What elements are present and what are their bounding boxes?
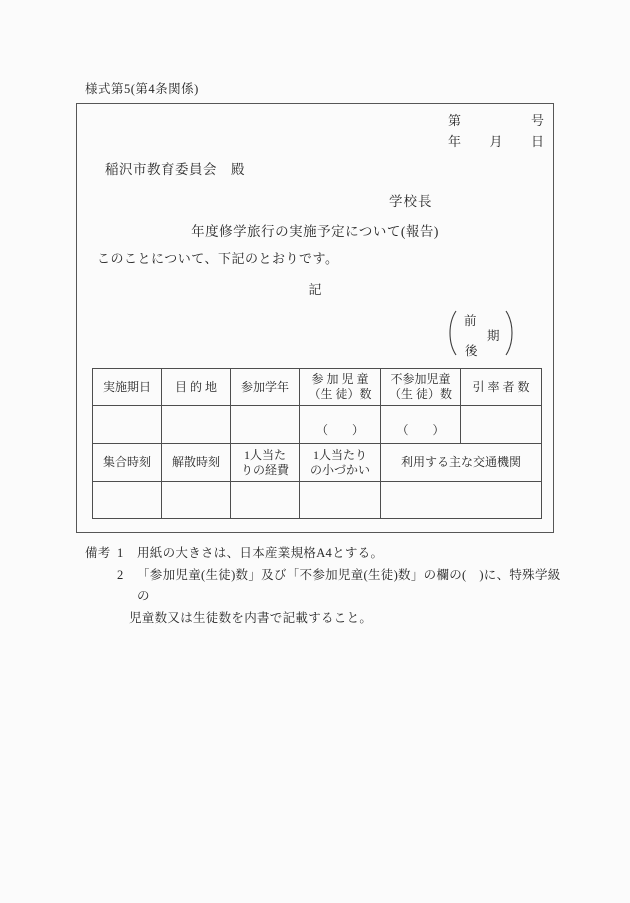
header-chaperones-count: 引 率 者 数	[461, 369, 542, 406]
cell-participants-paren: （ ）	[300, 406, 381, 444]
semester-first-label: 前	[464, 314, 477, 328]
cell-meeting-time	[93, 482, 162, 519]
table-entry-row-2	[93, 482, 542, 519]
table-header-row-1	[93, 369, 542, 406]
semester-second-label: 後	[465, 344, 478, 358]
table-entry-row-1	[93, 406, 542, 444]
semester-selector	[443, 309, 519, 357]
header-transportation: 利用する主な交通機関	[381, 444, 542, 482]
header-cost-per-person: 1人当た りの経費	[231, 444, 300, 482]
note-number: 2	[117, 567, 124, 582]
note-number: 1	[117, 546, 124, 560]
cell-non-participants-paren: （ ）	[381, 406, 461, 444]
header-participants-count: 参 加 児 童 （生 徒）数	[300, 369, 381, 406]
header-implementation-date: 実施期日	[93, 369, 162, 406]
note-item	[85, 543, 565, 565]
addressee: 稲沢市教育委員会 殿	[105, 162, 245, 177]
doc-number-line	[448, 110, 544, 129]
document-title: 年度修学旅行の実施予定について(報告)	[191, 224, 439, 239]
form-border-box	[76, 103, 554, 533]
date-line	[448, 131, 544, 150]
cell-chaperones-count	[461, 406, 542, 444]
notes-section	[85, 543, 565, 629]
doc-number-suffix: 号	[530, 113, 544, 128]
semester-period-label: 期	[487, 329, 500, 343]
header-participating-grade: 参加学年	[231, 369, 300, 406]
cell-cost-per-person	[231, 482, 300, 519]
date-day-label: 日	[530, 134, 544, 149]
cell-implementation-date	[93, 406, 162, 444]
header-meeting-time: 集合時刻	[93, 444, 162, 482]
cell-destination	[162, 406, 231, 444]
header-dismissal-time: 解散時刻	[162, 444, 231, 482]
semester-bracket-parens	[443, 309, 519, 357]
header-destination: 目 的 地	[162, 369, 231, 406]
table-header-row-2	[93, 444, 542, 482]
note-text: 「参加児童(生徒)数」及び「不参加児童(生徒)数」の欄の( )に、特殊学級の 児童数又は生徒数を内書で記載すること。	[129, 567, 561, 625]
body-text: このことについて、下記のとおりです。	[97, 251, 339, 266]
header-non-participants-count: 不参加児童 （生 徒）数	[381, 369, 461, 406]
sender-title: 学校長	[389, 194, 433, 209]
note-text: 用紙の大きさは、日本産業規格A4とする。	[137, 546, 384, 560]
cell-dismissal-time	[162, 482, 231, 519]
cell-participating-grade	[231, 406, 300, 444]
date-month-label: 月	[489, 134, 503, 149]
cell-transportation	[381, 482, 542, 519]
notes-label: 備考	[85, 546, 111, 560]
cell-allowance-per-person	[300, 482, 381, 519]
doc-number-prefix: 第	[448, 113, 462, 128]
ki-heading: 記	[308, 282, 322, 297]
date-year-label: 年	[448, 134, 462, 149]
schedule-table	[92, 368, 542, 519]
header-allowance-per-person: 1人当たり の小づかい	[300, 444, 381, 482]
form-number-label: 様式第5(第4条関係)	[85, 82, 199, 96]
note-item	[85, 565, 565, 630]
